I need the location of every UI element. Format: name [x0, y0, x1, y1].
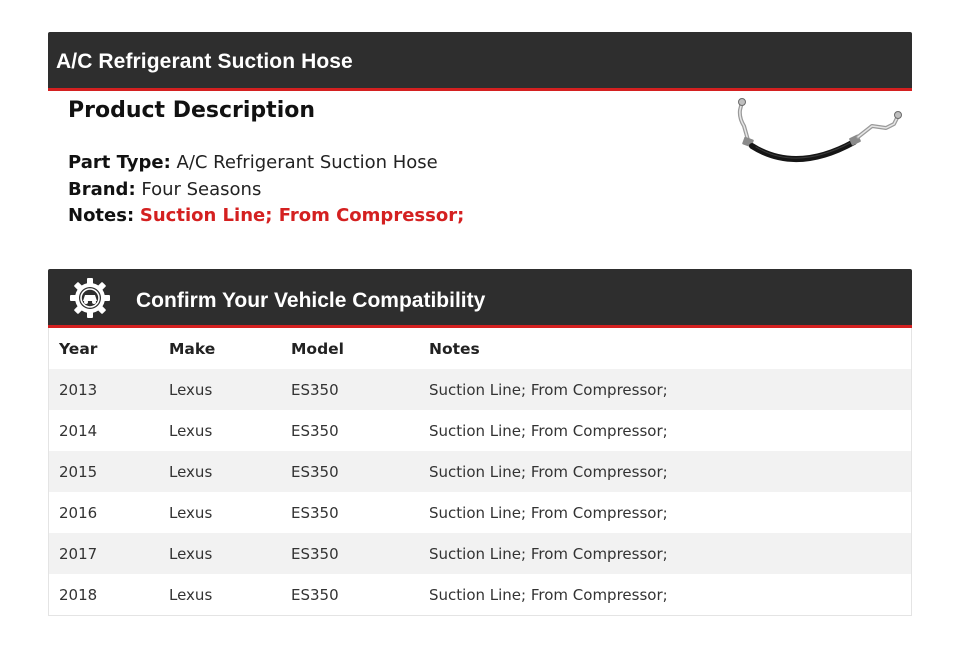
cell-model: ES350	[281, 410, 419, 451]
table-header-row	[49, 328, 911, 369]
cell-year: 2015	[49, 451, 159, 492]
spec-brand	[68, 177, 688, 204]
spec-list	[68, 150, 688, 230]
cell-notes: Suction Line; From Compressor;	[419, 410, 911, 451]
product-image	[726, 96, 906, 172]
description-heading: Product Description	[68, 98, 316, 123]
spec-part-type-label: Part Type:	[68, 152, 171, 173]
cell-notes: Suction Line; From Compressor;	[419, 451, 911, 492]
cell-notes: Suction Line; From Compressor;	[419, 533, 911, 574]
table-row	[49, 492, 911, 533]
table-row	[49, 533, 911, 574]
compatibility-table	[48, 328, 912, 616]
cell-model: ES350	[281, 369, 419, 410]
column-header-make: Make	[169, 339, 216, 358]
cell-model: ES350	[281, 451, 419, 492]
cell-notes: Suction Line; From Compressor;	[419, 369, 911, 410]
cell-year: 2016	[49, 492, 159, 533]
cell-year: 2017	[49, 533, 159, 574]
product-description	[68, 96, 688, 230]
cell-model: ES350	[281, 492, 419, 533]
spec-notes	[68, 203, 688, 230]
cell-make: Lexus	[159, 574, 281, 615]
table-row	[49, 451, 911, 492]
table-row	[49, 410, 911, 451]
spec-notes-value: Suction Line; From Compressor;	[139, 205, 465, 226]
table-row	[49, 369, 911, 410]
spec-part-type	[68, 150, 688, 177]
column-header-model: Model	[291, 339, 344, 358]
product-title: A/C Refrigerant Suction Hose	[56, 50, 353, 73]
cell-year: 2018	[49, 574, 159, 615]
cell-model: ES350	[281, 574, 419, 615]
column-header-year: Year	[59, 339, 98, 358]
compatibility-bar	[48, 269, 912, 328]
gear-car-icon	[68, 276, 112, 320]
spec-brand-label: Brand:	[68, 178, 136, 200]
cell-year: 2013	[49, 369, 159, 410]
spec-part-type-value: A/C Refrigerant Suction Hose	[176, 152, 438, 173]
spec-notes-label: Notes:	[68, 205, 135, 226]
cell-make: Lexus	[159, 533, 281, 574]
spec-brand-value: Four Seasons	[141, 178, 262, 200]
cell-notes: Suction Line; From Compressor;	[419, 574, 911, 615]
cell-make: Lexus	[159, 492, 281, 533]
cell-make: Lexus	[159, 410, 281, 451]
table-row	[49, 574, 911, 615]
compatibility-title: Confirm Your Vehicle Compatibility	[136, 289, 486, 312]
cell-make: Lexus	[159, 369, 281, 410]
cell-make: Lexus	[159, 451, 281, 492]
cell-notes: Suction Line; From Compressor;	[419, 492, 911, 533]
cell-year: 2014	[49, 410, 159, 451]
product-title-bar	[48, 32, 912, 91]
column-header-notes: Notes	[429, 339, 480, 358]
cell-model: ES350	[281, 533, 419, 574]
